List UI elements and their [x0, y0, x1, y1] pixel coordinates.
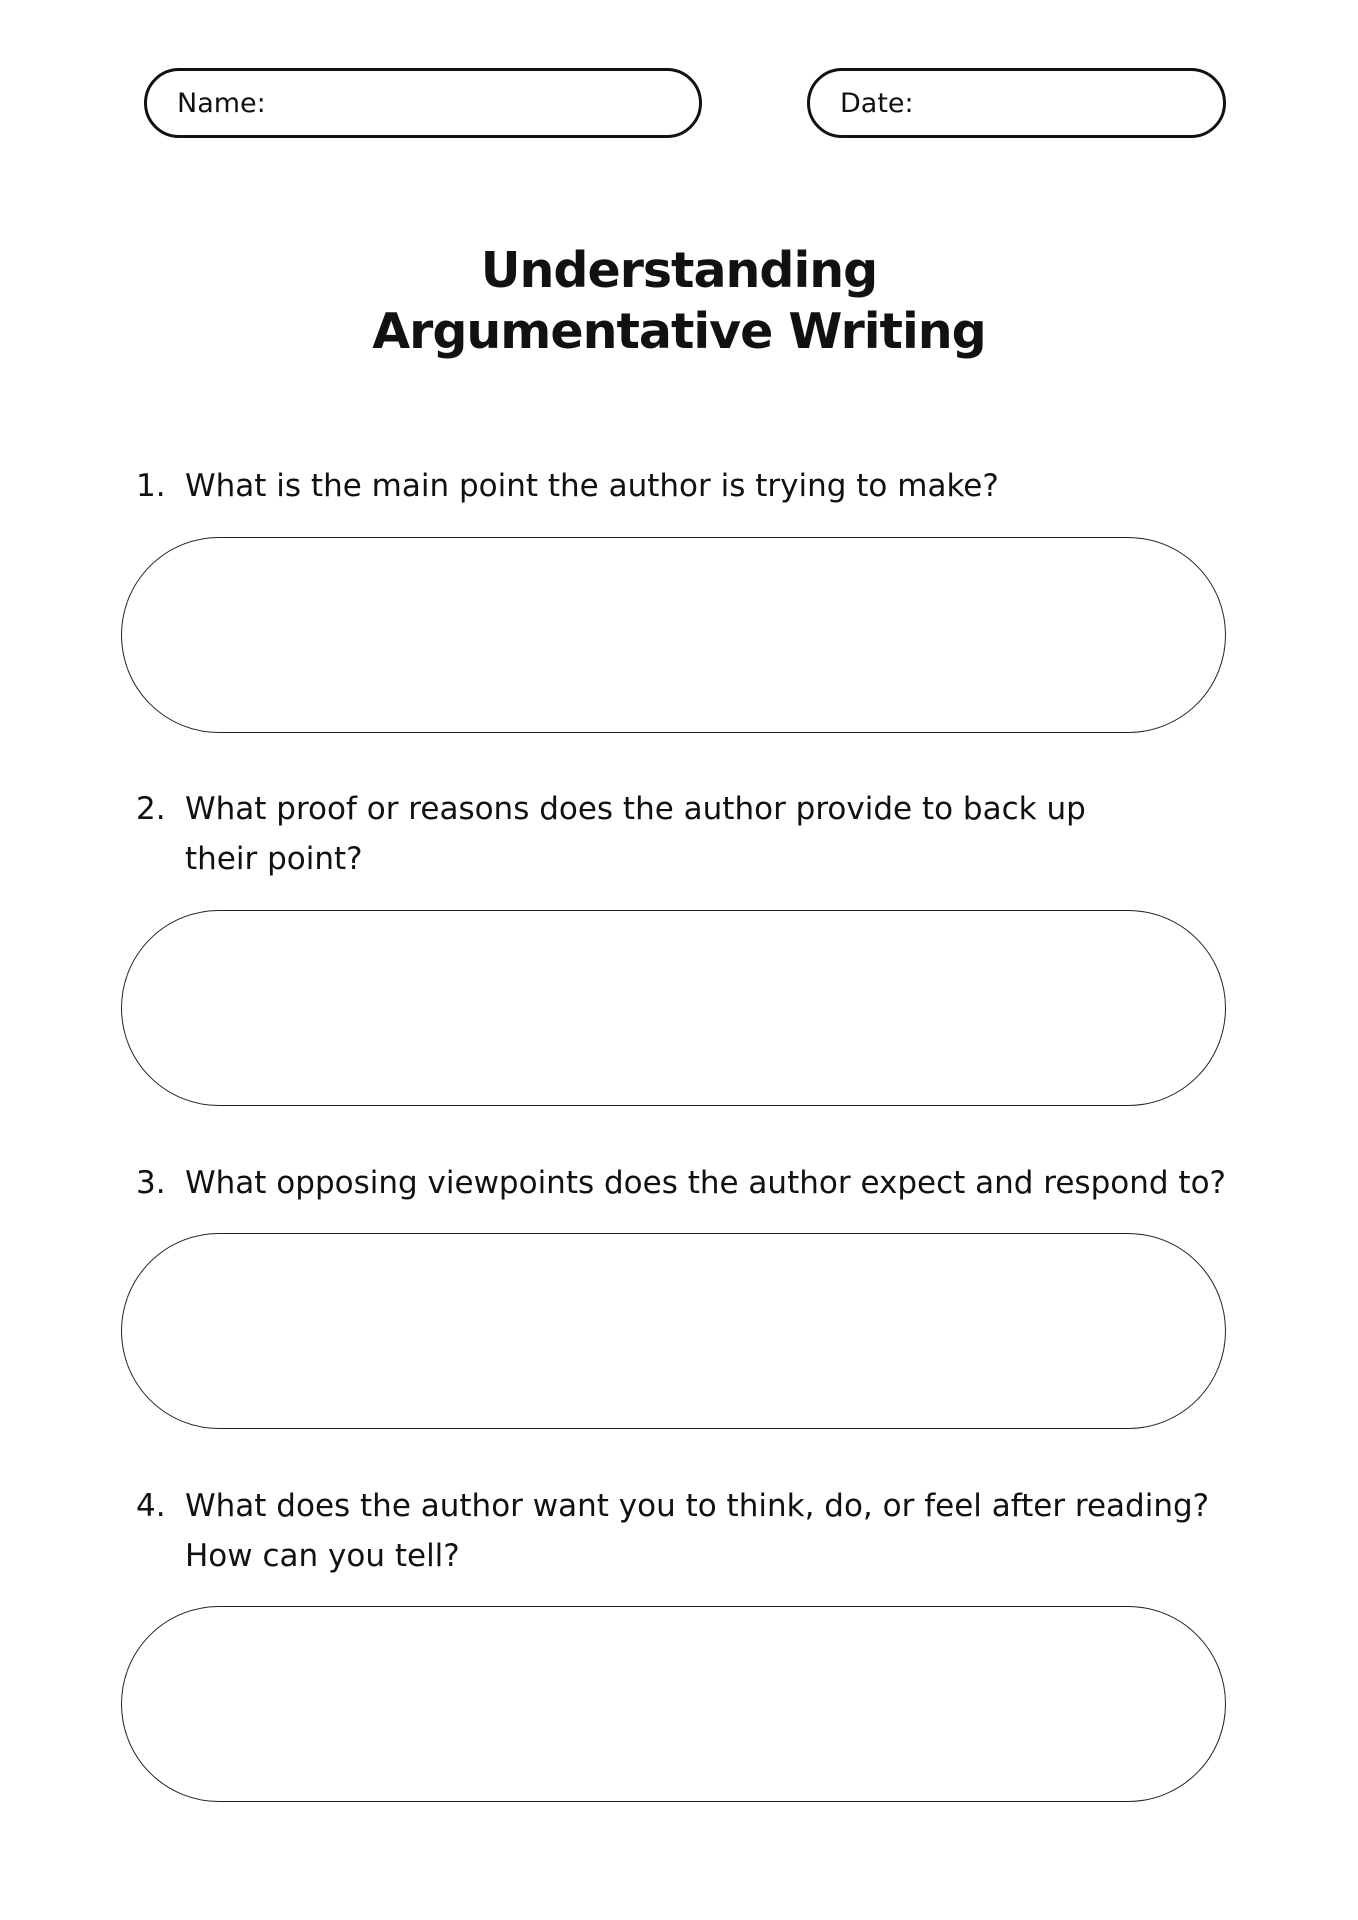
question-number: 4. — [136, 1488, 166, 1524]
question-number: 1. — [136, 468, 166, 504]
question-text: What opposing viewpoints does the author expect and respond to? — [185, 1165, 1226, 1201]
name-label: Name: — [177, 87, 266, 119]
question-4 — [136, 1481, 1226, 1581]
title-line-2: Argumentative Writing — [372, 303, 986, 360]
question-1 — [136, 461, 1266, 511]
name-field[interactable] — [144, 68, 702, 138]
answer-box-1[interactable] — [121, 537, 1226, 733]
question-number: 2. — [136, 791, 166, 827]
question-2 — [136, 784, 1136, 884]
page-title — [0, 240, 1358, 362]
answer-box-2[interactable] — [121, 910, 1226, 1106]
title-line-1: Understanding — [480, 242, 878, 299]
question-number: 3. — [136, 1165, 166, 1201]
answer-box-3[interactable] — [121, 1233, 1226, 1429]
date-field[interactable] — [807, 68, 1226, 138]
question-3 — [136, 1158, 1326, 1208]
question-text: What proof or reasons does the author provide to back up their point? — [185, 791, 1086, 877]
question-text: What does the author want you to think, do, or feel after reading? How can you tell? — [185, 1488, 1210, 1574]
answer-box-4[interactable] — [121, 1606, 1226, 1802]
date-label: Date: — [840, 87, 914, 119]
question-text: What is the main point the author is trying to make? — [185, 468, 999, 504]
